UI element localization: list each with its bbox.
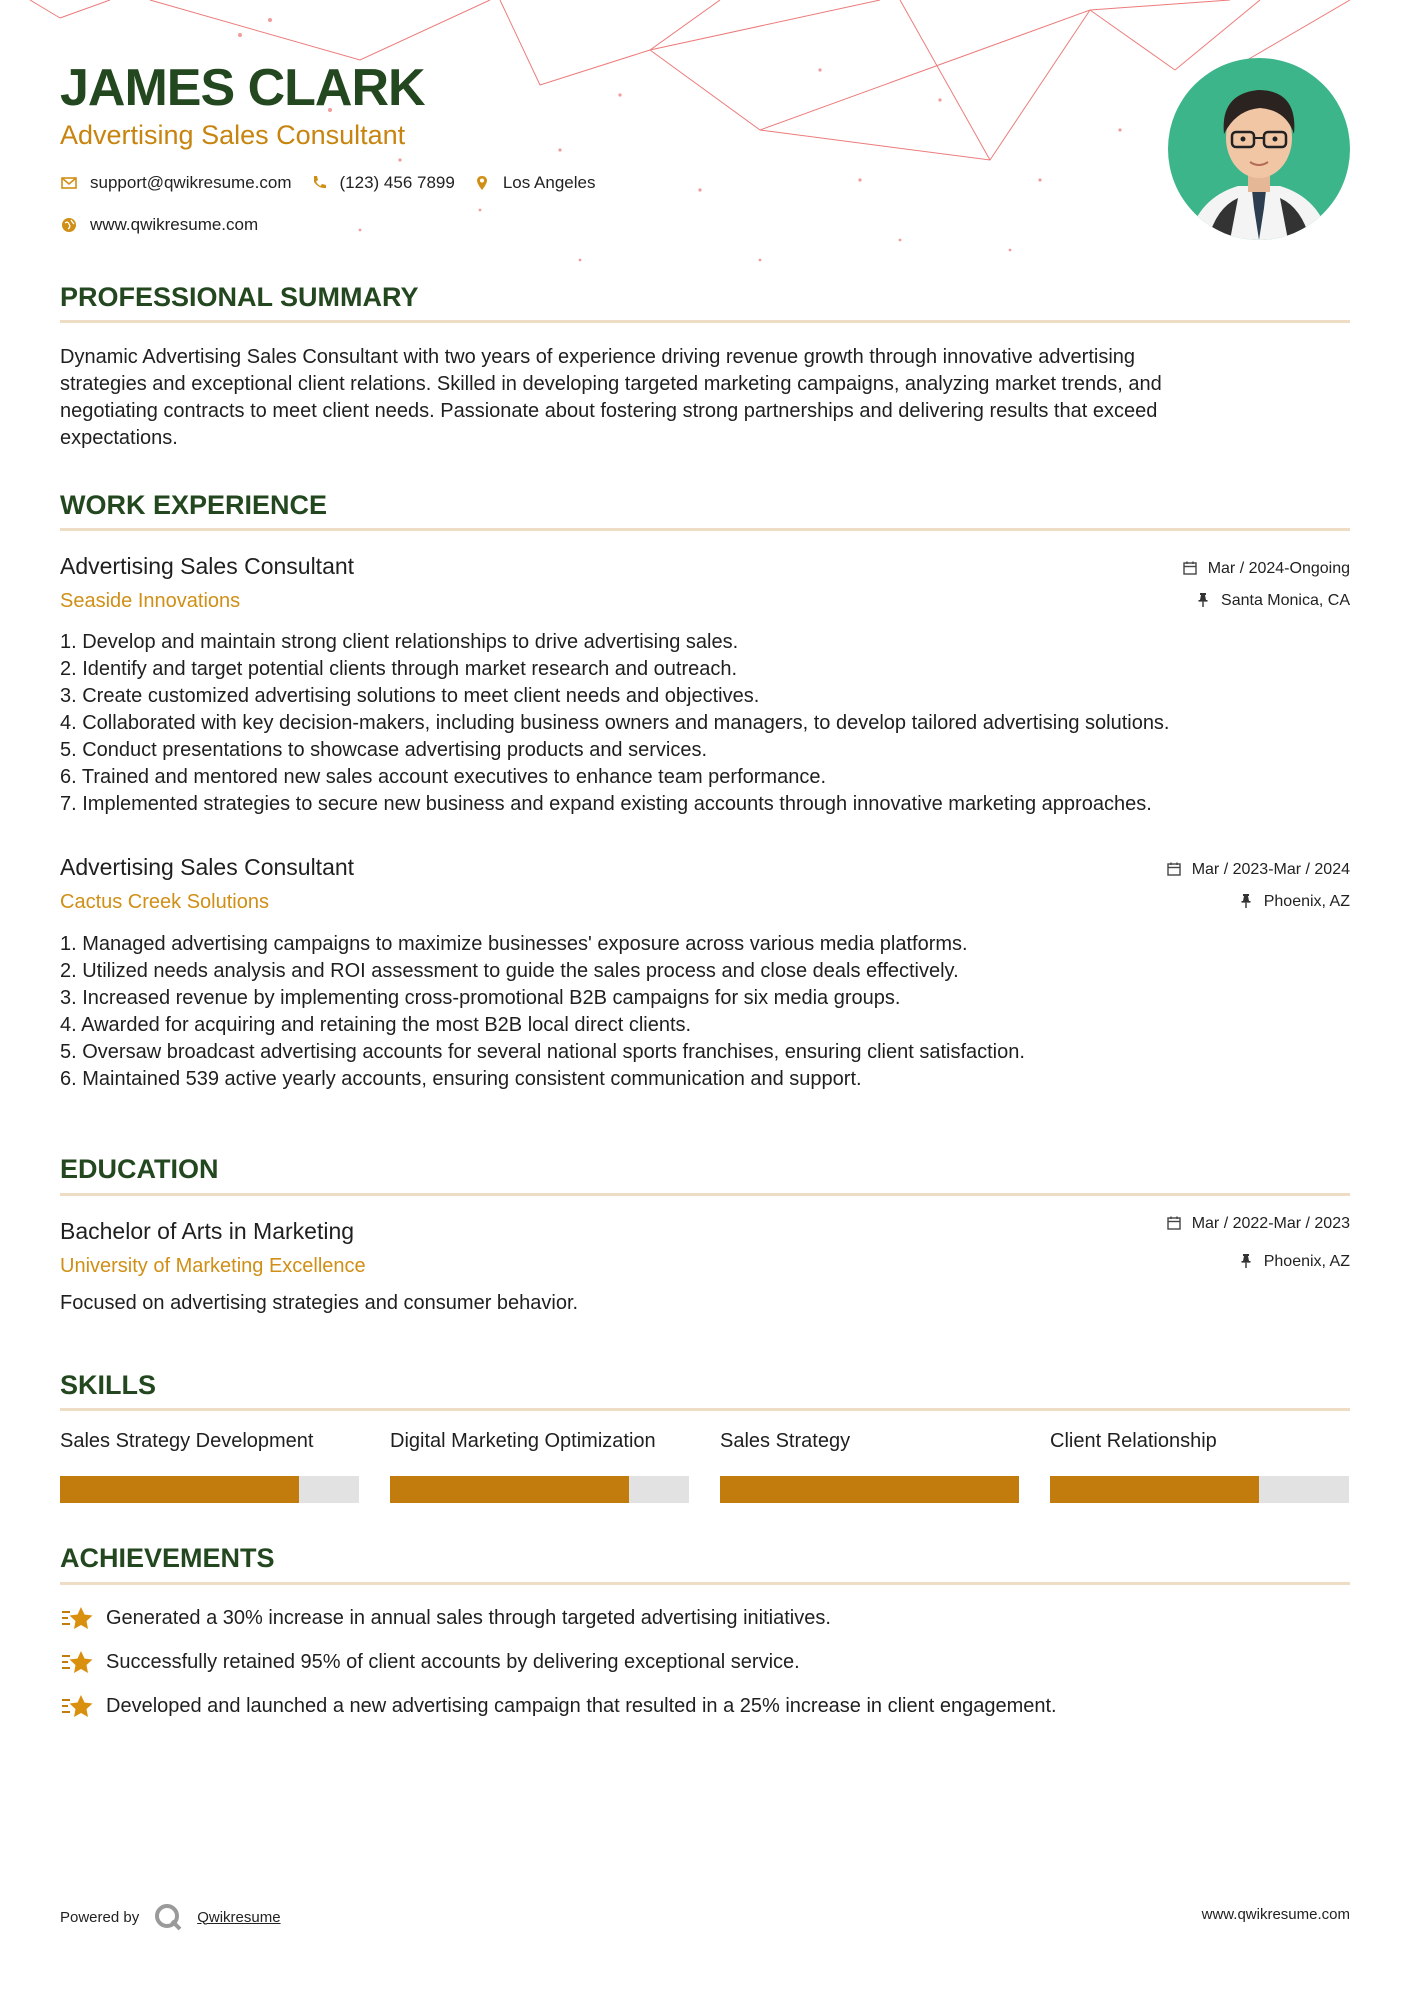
list-item: 2. Identify and target potential clients through market research and outreach. — [60, 658, 738, 680]
candidate-title: Advertising Sales Consultant — [60, 120, 406, 150]
achievement-item — [60, 1604, 831, 1632]
job-location — [1195, 592, 1350, 610]
job-responsibilities — [60, 629, 1360, 818]
date-range: Mar / 2022-Mar / 2023 — [1191, 1215, 1350, 1232]
powered-by-label: Powered by — [60, 1908, 140, 1926]
pushpin-icon — [1238, 1253, 1256, 1271]
summary-line: strategies and exceptional client relations. Skilled in developing targeted marketing campaigns, analyzing market trends, and — [60, 373, 1162, 395]
education-description: Focused on advertising strategies and consumer behavior. — [60, 1292, 579, 1314]
skill-bar-fill — [1050, 1476, 1259, 1503]
list-item: 1. Managed advertising campaigns to maximize businesses' exposure across various media platforms. — [60, 933, 968, 955]
experience-heading: WORK EXPERIENCE — [60, 490, 328, 520]
achievement-text: Successfully retained 95% of client accounts by delivering exceptional service. — [106, 1650, 800, 1673]
job-dates — [1166, 861, 1350, 879]
skill-label: Digital Marketing Optimization — [390, 1430, 656, 1452]
school-name: University of Marketing Excellence — [60, 1255, 366, 1277]
list-item: 4. Collaborated with key decision-makers, including business owners and managers, to develop tailored advertising solutions. — [60, 712, 1170, 734]
envelope-icon — [60, 174, 78, 192]
achievement-item — [60, 1648, 800, 1676]
pushpin-icon — [1195, 592, 1213, 610]
list-item: 3. Increased revenue by implementing cross-promotional B2B campaigns for six media groups. — [60, 987, 901, 1009]
skill-item — [720, 1430, 1019, 1503]
star-award-icon — [60, 1648, 94, 1676]
location-text: Phoenix, AZ — [1263, 1253, 1350, 1270]
location-pin-icon — [473, 174, 491, 192]
candidate-name: JAMES CLARK — [60, 59, 425, 117]
skill-label: Client Relationship — [1050, 1430, 1217, 1452]
pushpin-icon — [1238, 893, 1256, 911]
location-text: Santa Monica, CA — [1221, 592, 1350, 609]
company-name: Cactus Creek Solutions — [60, 891, 269, 913]
footer-powered-by — [60, 1902, 281, 1932]
skill-bar — [1050, 1476, 1349, 1503]
summary-line: expectations. — [60, 427, 178, 449]
list-item: 4. Awarded for acquiring and retaining the most B2B local direct clients. — [60, 1014, 692, 1036]
skill-bar-fill — [390, 1476, 629, 1503]
degree-title: Bachelor of Arts in Marketing — [60, 1218, 355, 1244]
calendar-icon — [1166, 861, 1184, 879]
phone-number: (123) 456 7899 — [339, 173, 455, 192]
job-dates — [1182, 560, 1350, 578]
list-item: 6. Maintained 539 active yearly accounts, ensuring consistent communication and support. — [60, 1068, 862, 1090]
achievements-heading: ACHIEVEMENTS — [60, 1543, 275, 1573]
star-award-icon — [60, 1604, 94, 1632]
star-award-icon — [60, 1692, 94, 1720]
qwikresume-link[interactable]: Qwikresume — [197, 1908, 281, 1926]
skill-label: Sales Strategy — [720, 1430, 851, 1452]
education-heading: EDUCATION — [60, 1154, 219, 1184]
skill-item — [390, 1430, 689, 1503]
summary-heading: PROFESSIONAL SUMMARY — [60, 282, 419, 312]
list-item: 7. Implemented strategies to secure new business and expand existing accounts through innovative marketing approaches. — [60, 793, 1152, 815]
skill-bar — [720, 1476, 1019, 1503]
list-item: 5. Oversaw broadcast advertising accounts for several national sports franchises, ensuring client satisfaction. — [60, 1041, 1025, 1063]
qwikresume-logo-icon — [153, 1902, 183, 1932]
skill-bar — [390, 1476, 689, 1503]
summary-text — [60, 344, 1350, 452]
calendar-icon — [1182, 560, 1200, 578]
job-title: Advertising Sales Consultant — [60, 854, 355, 880]
section-divider — [60, 1408, 1350, 1411]
education-dates — [1166, 1215, 1350, 1233]
skill-item — [1050, 1430, 1349, 1503]
skill-item — [60, 1430, 359, 1503]
section-divider — [60, 1582, 1350, 1585]
job-location — [1238, 893, 1350, 911]
phone-icon — [310, 174, 328, 192]
skill-bar — [60, 1476, 359, 1503]
list-item: 3. Create customized advertising solutions to meet client needs and objectives. — [60, 685, 760, 707]
website-link[interactable]: www.qwikresume.com — [90, 215, 259, 234]
section-divider — [60, 1193, 1350, 1196]
list-item: 6. Trained and mentored new sales account executives to enhance team performance. — [60, 766, 827, 788]
skill-bar-fill — [720, 1476, 1019, 1503]
section-divider — [60, 320, 1350, 323]
achievement-text: Developed and launched a new advertising campaign that resulted in a 25% increase in client engagement. — [106, 1694, 1057, 1717]
list-item: 1. Develop and maintain strong client relationships to drive advertising sales. — [60, 631, 739, 653]
education-location — [1238, 1253, 1350, 1271]
achievement-text: Generated a 30% increase in annual sales through targeted advertising initiatives. — [106, 1606, 831, 1629]
job-responsibilities — [60, 931, 1360, 1093]
location-text: Phoenix, AZ — [1263, 893, 1350, 910]
skill-label: Sales Strategy Development — [60, 1430, 314, 1452]
website-row — [60, 215, 258, 235]
company-name: Seaside Innovations — [60, 590, 241, 612]
summary-line: negotiating contracts to meet client needs. Passionate about fostering strong partnerships and delivering results that exceed — [60, 400, 1158, 422]
location-text: Los Angeles — [502, 173, 596, 192]
list-item: 5. Conduct presentations to showcase advertising products and services. — [60, 739, 708, 761]
date-range: Mar / 2024-Ongoing — [1207, 560, 1350, 577]
globe-icon — [60, 216, 78, 234]
summary-line: Dynamic Advertising Sales Consultant with two years of experience driving revenue growth through innovative advertising — [60, 346, 1136, 368]
skill-bar-fill — [60, 1476, 299, 1503]
section-divider — [60, 528, 1350, 531]
email-link[interactable]: support@qwikresume.com — [90, 173, 292, 192]
profile-photo — [1168, 58, 1350, 240]
skills-heading: SKILLS — [60, 1370, 157, 1400]
date-range: Mar / 2023-Mar / 2024 — [1191, 861, 1350, 878]
job-title: Advertising Sales Consultant — [60, 553, 355, 579]
footer-website-link[interactable]: www.qwikresume.com — [1201, 1906, 1350, 1923]
contact-row — [60, 173, 595, 193]
calendar-icon — [1166, 1215, 1184, 1233]
list-item: 2. Utilized needs analysis and ROI assessment to guide the sales process and close deals effectively. — [60, 960, 959, 982]
achievement-item — [60, 1692, 1057, 1720]
